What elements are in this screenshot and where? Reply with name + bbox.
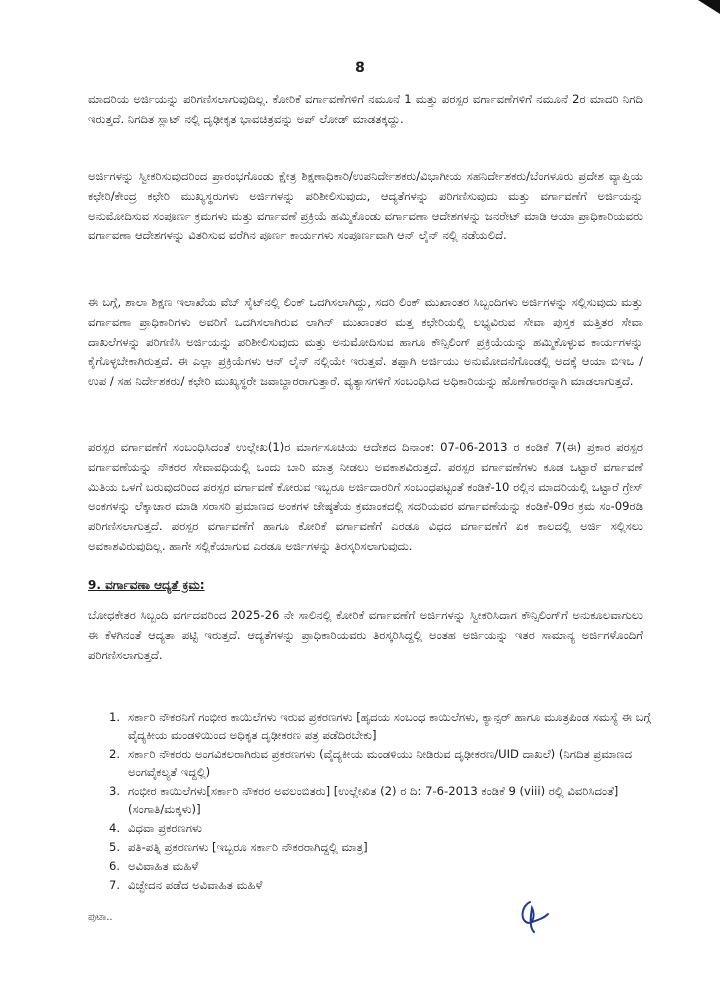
list-item — [92, 819, 652, 837]
section-heading: 9. ವರ್ಗಾವಣಾ ಆದ್ಯತೆ ಕ್ರಮ: — [88, 578, 205, 592]
list-item — [92, 838, 652, 856]
list-item-text: ಸರ್ಕಾರಿ ನೌಕರನಿಗೆ ಗಂಭೀರ ಕಾಯಿಲೆಗಳು ಇರುವ ಪ್ರಕರಣಗಳು [ಹೃದಯ ಸಂಬಂಧ ಕಾಯಿಲೆಗಳು, ಕ್ಯಾನ್ಸರ್ ಹಾಗೂ ಮೂತ್ರಪಿಂಡ ಸಮಸ್ಯೆ ಈ ಬಗ್ಗೆ ವೈದ್ಯಕೀಯ ಮಂಡಳಿಯಿಂದ ಅಧಿಕೃತ ದೃಢೀಕರಣ ಪತ್ರ ಪಡೆದಿರಬೇಕು] — [128, 710, 651, 742]
list-item-number: 2. — [108, 747, 120, 761]
list-item-text: ವಿಧವಾ ಪ್ರಕರಣಗಳು — [128, 821, 202, 835]
list-item-number: 5. — [108, 840, 120, 854]
footer-note: ಪುಟಾ.. — [88, 912, 113, 923]
list-item-number: 4. — [108, 821, 120, 835]
paragraph-3: ಈ ಬಗ್ಗೆ, ಶಾಲಾ ಶಿಕ್ಷಣ ಇಲಾಖೆಯ ವೆಬ್ ಸೈಟ್‌ನಲ್ಲಿ ಲಿಂಕ್ ಒದಗಿಸಲಾಗಿದ್ದು, ಸದರಿ ಲಿಂಕ್ ಮುಖಾಂತರ ಸಿಬ್ಬಂದಿಗಳು ಅರ್ಜಿಗಳನ್ನು ಸಲ್ಲಿಸುವುದು ಮತ್ತು ವರ್ಗಾವಣಾ ಪ್ರಾಧಿಕಾರಿಗಳು ಅವರಿಗೆ ಒದಗಿಸಲಾಗಿರುವ ಲಾಗಿನ್ ಮುಖಾಂತರ ಮತ್ತ ಕಛೇರಿಯಲ್ಲಿ ಲಭ್ಯವಿರುವ ಸೇವಾ ಪುಸ್ತಕ ಮತ್ತಿತರ ಸೇವಾ ದಾಖಲೆಗಳನ್ನು ಪರಿಗಣಿಸಿ ಅರ್ಜಿಯನ್ನು ಪರಿಶೀಲಿಸುವುದು ಮತ್ತು ಅನುಮೋದಿಸುವ ಹಾಗೂ ಕೌನ್ಸಿಲಿಂಗ್ ಪ್ರಕ್ರಿಯೆಯನ್ನು ಹಮ್ಮಿಕೊಳ್ಳುವ ಕಾರ್ಯಗಳನ್ನು ಕೈಗೊಳ್ಳಬೇಕಾಗಿರುತ್ತದೆ. ಈ ಎಲ್ಲಾ ಪ್ರಕ್ರಿಯೆಗಳು ಆನ್ ಲೈನ್ ನಲ್ಲಿಯೇ ಇರುತ್ತವೆ. ತಪ್ಪಾಗಿ ಅರ್ಜಿಯು ಅನುಮೋದನೆಗೊಂಡಲ್ಲಿ ಅದಕ್ಕೆ ಆಯಾ ಬಿಇಒ / ಉಪ / ಸಹ ನಿರ್ದೇಶಕರು/ ಕಛೇರಿ ಮುಖ್ಯಸ್ಥರೇ ಜವಾಬ್ದಾರರಾಗುತ್ತಾರೆ. ವ್ಯತ್ಯಾಸಗಳಿಗೆ ಸಂಬಂಧಿಸಿದ ಅಧಿಕಾರಿಯನ್ನು ಹೊಣೆಗಾರರನ್ನಾಗಿ ಮಾಡಲಾಗುತ್ತದೆ. — [88, 295, 643, 389]
paragraph-4: ಪರಸ್ಪರ ವರ್ಗಾವಣೆಗೆ ಸಂಬಂಧಿಸಿದಂತೆ ಉಲ್ಲೇಖ(1)ರ ಮಾರ್ಗಸೂಚಿಯ ಆದೇಶದ ದಿನಾಂಕ: 07-06-2013 ರ ಕಂಡಿಕೆ 7(ಈ) ಪ್ರಕಾರ ಪರಸ್ಪರ ವರ್ಗಾವಣೆಯನ್ನು ನೌಕರರ ಸೇವಾವಧಿಯಲ್ಲಿ ಒಂದು ಬಾರಿ ಮಾತ್ರ ನೀಡಲು ಅವಕಾಶವಿರುತ್ತದೆ. ಪರಸ್ಪರ ವರ್ಗಾವಣೆಗಳು ಕೂಡ ಒಟ್ಟಾರೆ ವರ್ಗಾವಣೆ ಮಿತಿಯ ಒಳಗೆ ಬರುವುದರಿಂದ ಪರಸ್ಪರ ವರ್ಗಾವಣೆ ಕೋರುವ ಇಬ್ಬರೂ ಅರ್ಜಿದಾರರಿಗೆ ಸಂಬಂಧಪಟ್ಟಂತೆ ಕಂಡಿಕೆ-10 ರಲ್ಲಿನ ಮಾದರಿಯಲ್ಲಿ ಒಟ್ಟಾರೆ ಗ್ರೇಸ್ ಅಂಕಗಳನ್ನು ಲೆಕ್ಕಾಚಾರ ಮಾಡಿ ಸರಾಸರಿ ಪ್ರಮಾಣದ ಅಂಕಗಳ ಜೇಷ್ಠತೆಯ ಕ್ರಮಾಂಕದಲ್ಲಿ ಸದರಿಯವರ ವರ್ಗಾವಣೆಯನ್ನು ಕಂಡಿಕೆ-09ರ ಕ್ರಮ ಸಂ-09ರಡಿ ಪರಿಗಣಿಸಲಾಗುತ್ತದೆ. ಪರಸ್ಪರ ವರ್ಗಾವಣೆಗೆ ಹಾಗೂ ಕೋರಿಕೆ ವರ್ಗಾವಣೆಗೆ ಎರಡೂ ವಿಧದ ವರ್ಗಾವಣೆಗೆ ಏಕ ಕಾಲದಲ್ಲಿ ಅರ್ಜಿ ಸಲ್ಲಿಸಲು ಅವಕಾಶವಿರುವುದಿಲ್ಲ. ಹಾಗೇ ಸಲ್ಲಿಕೆಯಾಗುವ ಎರಡೂ ಅರ್ಜಿಗಳನ್ನು ತಿರಸ್ಕರಿಸಲಾಗುವುದು. — [88, 440, 643, 553]
list-item-text: ಗಂಭೀರ ಕಾಯಿಲೆಗಳು[ಸರ್ಕಾರಿ ನೌಕರರ ಅವಲಂಬಿತರು] [ಉಲ್ಲೇಖಿತ (2) ರ ದಿ: 7-6-2013 ಕಂಡಿಕೆ 9 (viii) ರಲ್ಲಿ ವಿವರಿಸಿದಂತೆ](ಸಂಗಾತಿ/ಮಕ್ಕಳು)] — [128, 784, 619, 816]
list-item-number: 6. — [108, 859, 120, 873]
list-item — [92, 782, 652, 818]
list-item-text: ವಿಚ್ಛೇದನ ಪಡೆದ ಅವಿವಾಹಿತ ಮಹಿಳೆ — [128, 878, 263, 892]
list-item-number: 1. — [108, 710, 120, 724]
priority-list — [92, 708, 652, 895]
list-item-text: ಅವಿವಾಹಿತ ಮಹಿಳೆ — [128, 859, 199, 873]
list-item — [92, 857, 652, 875]
page-corner-mark — [698, 0, 720, 14]
list-item — [92, 745, 652, 781]
paragraph-2: ಅರ್ಜಿಗಳನ್ನು ಸ್ವೀಕರಿಸುವುದರಿಂದ ಪ್ರಾರಂಭಗೊಂಡು ಕ್ಷೇತ್ರ ಶಿಕ್ಷಣಾಧಿಕಾರಿ/ಉಪನಿರ್ದೇಶಕರು/ವಿಭಾಗೀಯ ಸಹನಿರ್ದೇಶಕರು/ಬೆಂಗಳೂರು ಪ್ರದೇಶ ವ್ಯಾಪ್ತಿಯ ಕಛೇರಿ/ಕೇಂದ್ರ ಕಛೇರಿ ಮುಖ್ಯಸ್ಥರುಗಳು ಅರ್ಜಿಗಳನ್ನು ಪರಿಶೀಲಿಸುವುದು, ಆದ್ಯತೆಗಳನ್ನು ಪರಿಗಣಿಸುವುದು ಮತ್ತು ವರ್ಗಾವಣೆಗೆ ಅರ್ಜಿಯನ್ನು ಅನುಮೋದಿಸುವ ಸಂಪೂರ್ಣ ಕ್ರಮಗಳು ಮತ್ತು ವರ್ಗಾವಣೆ ಪ್ರಕ್ರಿಯೆ ಹಮ್ಮಿಕೊಂಡು ವರ್ಗಾವಣಾ ಆದೇಶಗಳನ್ನು ಜನರೇಟ್ ಮಾಡಿ ಆಯಾ ಪ್ರಾಧಿಕಾರಿಯವರು ವರ್ಗಾವಣಾ ಆದೇಶಗಳನ್ನು ವಿತರಿಸುವ ವರೆಗಿನ ಪೂರ್ಣ ಕಾರ್ಯಗಳು ಸಂಪೂರ್ಣವಾಗಿ ಆನ್ ಲೈನ್ ನಲ್ಲಿ ನಡೆಯಲಿದೆ. — [88, 169, 643, 243]
list-item-text: ಸರ್ಕಾರಿ ನೌಕರರು ಅಂಗವಿಕಲರಾಗಿರುವ ಪ್ರಕರಣಗಳು (ವೈದ್ಯಕೀಯ ಮಂಡಳಿಯು ನೀಡಿರುವ ದೃಢೀಕರಣ/UID ದಾಖಲೆ) (ನಿಗದಿತ ಪ್ರಮಾಣದ ಅಂಗವೈಕಲ್ಯತೆ ಇದ್ದಲ್ಲಿ) — [128, 747, 633, 779]
list-item-number: 7. — [108, 878, 120, 892]
list-item-number: 3. — [108, 784, 120, 798]
signature-icon — [510, 896, 554, 940]
list-item — [92, 876, 652, 894]
list-item — [92, 708, 652, 744]
page-number: 8 — [355, 60, 365, 76]
list-item-text: ಪತಿ-ಪತ್ನಿ ಪ್ರಕರಣಗಳು [ಇಬ್ಬರೂ ಸರ್ಕಾರಿ ನೌಕರರಾಗಿದ್ದಲ್ಲಿ ಮಾತ್ರ] — [128, 840, 368, 854]
paragraph-1: ಮಾದರಿಯ ಅರ್ಜಿಯನ್ನು ಪರಿಗಣಿಸಲಾಗುವುದಿಲ್ಲ. ಕೋರಿಕೆ ವರ್ಗಾವಣೆಗಳಿಗೆ ನಮೂನೆ 1 ಮತ್ತು ಪರಸ್ಪರ ವರ್ಗಾವಣೆಗಳಿಗೆ ನಮೂನೆ 2ರ ಮಾದರಿ ನಿಗದಿ ಇರುತ್ತದೆ. ನಿಗದಿತ ಸ್ಲಾಟ್ ನಲ್ಲಿ ದೃಢೀಕೃತ ಭಾವಚಿತ್ರವನ್ನು ಅಪ್ ಲೋಡ್ ಮಾಡತಕ್ಕದ್ದು. — [88, 92, 643, 126]
paragraph-5: ಬೋಧಕೇತರ ಸಿಬ್ಬಂದಿ ವರ್ಗದವರಿಂದ 2025-26 ನೇ ಸಾಲಿನಲ್ಲಿ ಕೋರಿಕೆ ವರ್ಗಾವಣೆಗೆ ಅರ್ಜಿಗಳನ್ನು ಸ್ವೀಕರಿಸಿದಾಗ ಕೌನ್ಸಿಲಿಂಗ್‌ಗೆ ಅನುಕೂಲವಾಗುಲು ಈ ಕೆಳಗಿನಂತೆ ಆದ್ಯತಾ ಪಟ್ಟಿ ಇರುತ್ತದೆ. ಆದ್ಯತೆಗಳನ್ನು ಪ್ರಾಧಿಕಾರಿಯವರು ತಿರಸ್ಕರಿಸಿದ್ದಲ್ಲಿ ಅಂತಹ ಅರ್ಜಿಯನ್ನು ಇತರ ಸಾಮಾನ್ಯ ಅರ್ಜಿಗಳೊಂದಿಗೆ ಪರಿಗಣಿಸಲಾಗುತ್ತದೆ. — [88, 608, 643, 662]
